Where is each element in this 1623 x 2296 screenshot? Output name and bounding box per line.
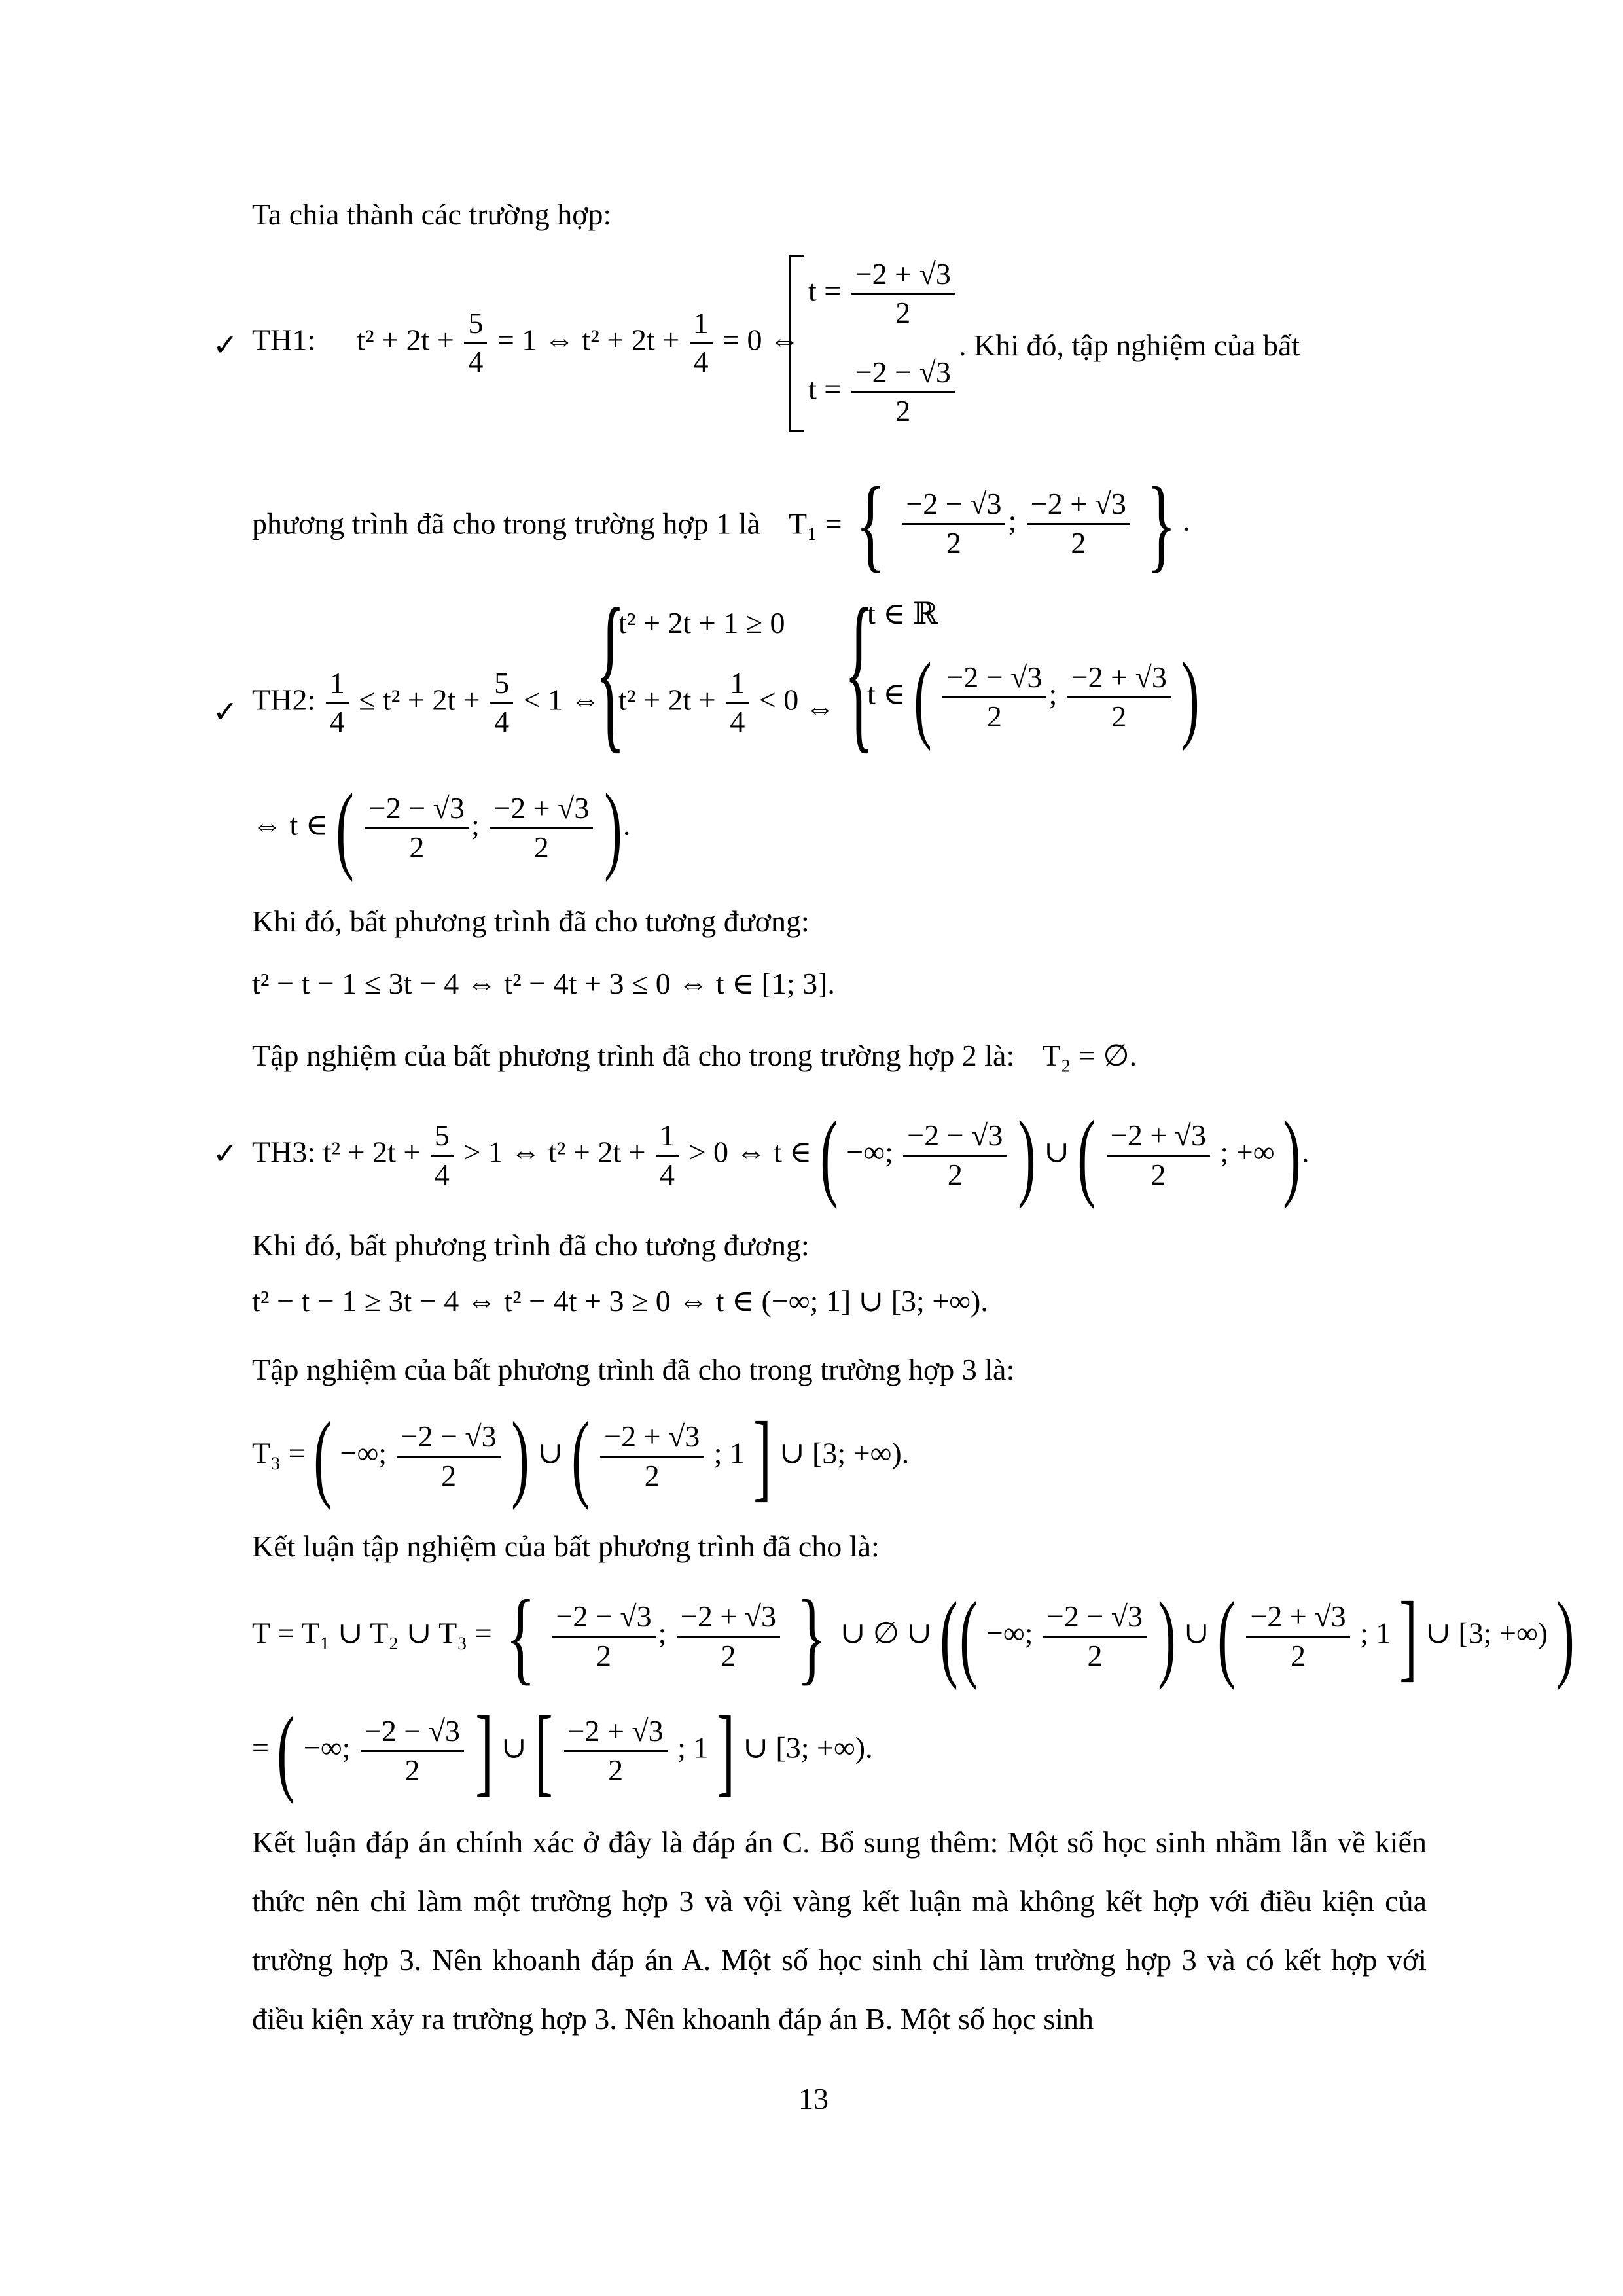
th3-set: T₃ = ( −∞; $\frac{-2 - √3}{2}$ ) ∪ ( $\frac{-2 + √3}{2}$ ; 1 ] ∪ [3; +∞). — [252, 1402, 910, 1511]
th2-result: Tập nghiệm của bất phương trình đã cho trong trường hợp 2 là: T₂ = ∅. — [252, 1039, 1137, 1072]
th1-frac-b: $\frac{1}{4}$ — [690, 308, 713, 378]
th1-solution-bracket — [789, 255, 791, 432]
page-number: 13 — [798, 2082, 829, 2115]
th2-equiv-line: ⇔ t ∈ ( $\frac{-2 - √3}{2}$ ; $\frac{-2 + √3}{2}$ ). — [252, 774, 631, 882]
th3-khi-do: Khi đó, bất phương trình đã cho tương đương: — [252, 1229, 810, 1262]
th2-equiv-icon: ⇔ — [805, 691, 835, 725]
th2-result-brace: { — [844, 573, 874, 768]
th2-khi-do: Khi đó, bất phương trình đã cho tương đương: — [252, 905, 810, 938]
checkmark-icon: ✓ — [213, 694, 238, 729]
th2-sys-2: t² + 2t + $\frac{1}{4}$ < 0 — [618, 666, 799, 739]
checkmark-icon: ✓ — [213, 327, 238, 363]
th3-inequality: TH3: t² + 2t + $\frac{5}{4}$ > 1 ⇔ t² + 2t + $\frac{1}{4}$ > 0 ⇔ t ∈ ( −∞; $\frac{-2 - √3}{2}$ ) ∪ ( $\frac{-2 + √3}{2}$ ; +∞ ). — [252, 1101, 1310, 1210]
th1-mid: = 1 ⇔ t² + 2t + — [497, 323, 680, 357]
th1-sol-2: t = $\frac{-2 - √3}{2}$ — [808, 357, 957, 427]
th2-res-2: t ∈ ( $\frac{-2 - √3}{2}$ ; $\frac{-2 + √3}{2}$ ) — [867, 643, 1200, 751]
th1-set-line: phương trình đã cho trong trường hợp 1 là T₁ = { $\frac{-2 - √3}{2}$ ; $\frac{-2 + √3}{2}$ } . — [252, 465, 1190, 582]
th1-tail: . Khi đó, tập nghiệm của bất — [959, 329, 1300, 362]
th1-lhs: t² + 2t + — [357, 323, 454, 357]
th2-res-1: t ∈ ℝ — [867, 597, 938, 630]
conclusion-union: T = T₁ ∪ T₂ ∪ T₃ = { $\frac{-2 - √3}{2}$ ; $\frac{-2 + √3}{2}$ } ∪ ∅ ∪ (( −∞; $\frac{-2 - √3}{2}$ ) ∪ ( $\frac{-2 + √3}{2}$ ; 1 ] ∪ [3; +∞) ) — [252, 1578, 1575, 1695]
th2-system-brace: { — [596, 573, 626, 768]
th1-frac-a: $\frac{5}{4}$ — [464, 308, 487, 378]
th3-ineq2: t² − t − 1 ≥ 3t − 4 ⇔ t² − 4t + 3 ≥ 0 ⇔ t ∈ (−∞; 1] ∪ [3; +∞). — [252, 1284, 988, 1318]
conclusion-text: Kết luận tập nghiệm của bất phương trình đã cho là: — [252, 1530, 880, 1563]
th1-label: TH1: — [252, 323, 316, 357]
conclusion-final: = ( −∞; $\frac{-2 - √3}{2}$ ] ∪ [ $\frac{-2 + √3}{2}$ ; 1 ] ∪ [3; +∞). — [252, 1696, 873, 1805]
th2-sys-1: t² + 2t + 1 ≥ 0 — [618, 606, 785, 639]
th1-equation — [252, 308, 800, 378]
th3-result: Tập nghiệm của bất phương trình đã cho trong trường hợp 3 là: — [252, 1353, 1015, 1386]
th2-inequality: TH2: $\frac{1}{4}$ ≤ t² + 2t + $\frac{5}{4}$ < 1 ⇔ — [252, 666, 601, 739]
intro-text: Ta chia thành các trường hợp: — [252, 198, 612, 231]
th1-end: = 0 ⇔ — [722, 323, 800, 357]
checkmark-icon: ✓ — [213, 1136, 238, 1171]
closing-paragraph: Kết luận đáp án chính xác ở đây là đáp án C. Bổ sung thêm: Một số học sinh nhầm lẫn về kiến thức nên chỉ làm một trường hợp 3 và vội vàng kết luận mà không kết hợp với điều kiện của trường hợp 3. Nên khoanh đáp án A. Một số học sinh chỉ làm trường hợp 3 và có kết hợp với điều kiện xảy ra trường hợp 3. Nên khoanh đáp án B. Một số học sinh — [252, 1825, 1427, 2036]
th2-ineq2: t² − t − 1 ≤ 3t − 4 ⇔ t² − 4t + 3 ≤ 0 ⇔ t ∈ [1; 3]. — [252, 967, 835, 1000]
th1-sol-1: t = $\frac{-2 + √3}{2}$ — [808, 259, 957, 329]
